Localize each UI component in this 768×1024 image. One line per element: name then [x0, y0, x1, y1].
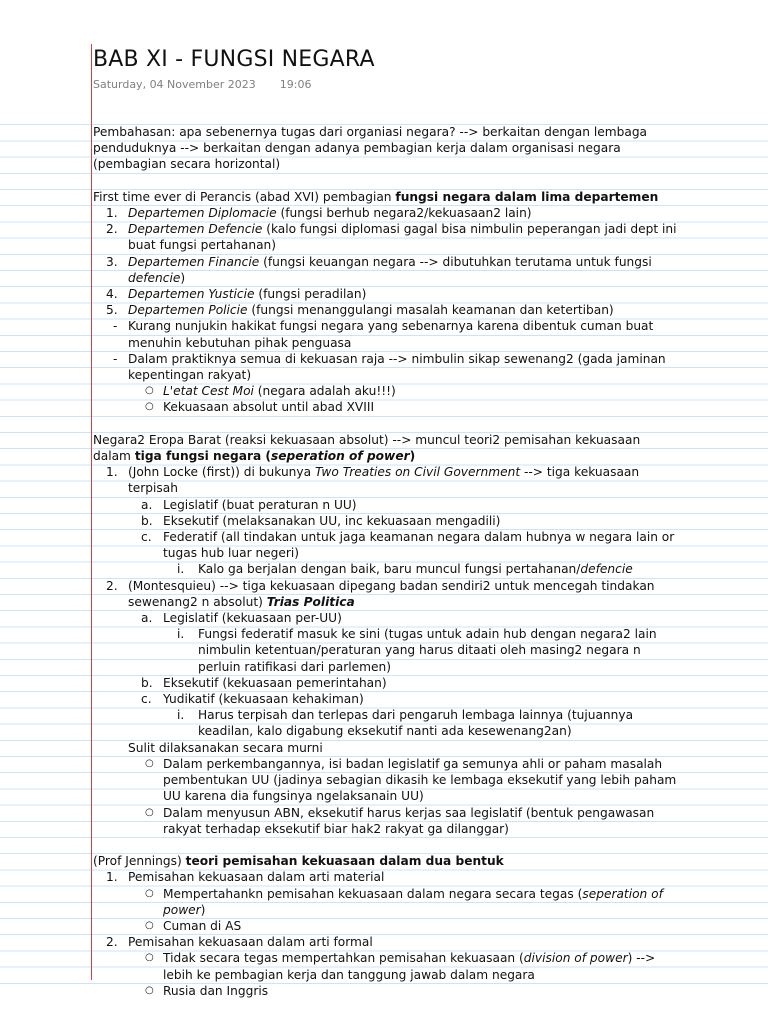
list-item: a. Legislatif (buat peraturan n UU): [141, 497, 357, 512]
page-time: 19:06: [279, 78, 312, 91]
list-item: 4. Departemen Yusticie (fungsi peradilan): [106, 287, 367, 302]
list-item: b. Eksekutif (kekuasaan pemerintahan): [141, 675, 387, 690]
section1-heading: First time ever di Perancis (abad XVI) pembagian fungsi negara dalam lima departemen: [93, 189, 659, 204]
circle-item: ○ Cuman di AS: [145, 918, 242, 933]
dash-item: - Kurang nunjukin hakikat fungsi negara yang sebenarnya karena dibentuk cuman buat menuhin kebutuhan pihak penguasa: [113, 319, 654, 350]
list-item: 1. (John Locke (first)) di bukunya Two Treaties on Civil Government --> tiga kekuasaan terpisah: [106, 465, 640, 496]
note-content[interactable]: [93, 124, 678, 999]
circle-item: ○ Dalam perkembangannya, isi badan legislatif ga semunya ahli or paham masalah pembentukan UU (jadinya sebagian dikasih ke lembaga eksekutif yang lebih paham UU karena dia fungsinya ngelaksanain UU): [145, 756, 677, 804]
section3-heading: (Prof Jennings) teori pemisahan kekuasaan dalam dua bentuk: [93, 854, 504, 869]
list-item: 5. Departemen Policie (fungsi menanggulangi masalah keamanan dan ketertiban): [106, 303, 614, 318]
list-item: a. Legislatif (kekuasaan per-UU): [141, 611, 342, 626]
intro-paragraph: Pembahasan: apa sebenernya tugas dari organiasi negara? --> berkaitan dengan lembaga penduduknya --> berkaitan dengan adanya pembagian kerja dalam organisasi negara (pembagian secara horizontal): [93, 125, 648, 172]
list-item: i. Harus terpisah dan terlepas dari pengaruh lembaga lainnya (tujuannya keadilan, kalo digabung eksekutif nanti ada kesewenang2an): [177, 708, 634, 739]
circle-item: ○ Tidak secara tegas mempertahkan pemisahan kekuasaan (division of power) --> lebih ke pembagian kerja dan tanggung jawab dalam negara: [145, 951, 656, 982]
list-item: b. Eksekutif (melaksanakan UU, inc kekuasaan mengadili): [141, 513, 501, 528]
page-title: BAB XI - FUNGSI NEGARA: [93, 47, 375, 72]
list-item: 1. Departemen Diplomacie (fungsi berhub negara2/kekuasaan2 lain): [106, 206, 532, 220]
circle-item: ○ Kekuasaan absolut until abad XVIII: [145, 400, 375, 415]
circle-item: ○ Rusia dan Inggris: [145, 983, 269, 998]
page-timestamp: [93, 78, 311, 91]
list-item: 2. (Montesquieu) --> tiga kekuasaan dipegang badan sendiri2 untuk mencegah tindakan sewenang2 n absolut) Trias Politica: [106, 578, 655, 609]
list-item: i. Fungsi federatif masuk ke sini (tugas untuk adain hub dengan negara2 lain nimbulin ketentuan/peraturan yang harus ditaati oleh masing2 negara n perluin ratifikasi dari parlemen): [177, 627, 657, 674]
list-item: 1. Pemisahan kekuasaan dalam arti material: [106, 870, 385, 885]
page-date: Saturday, 04 November 2023: [93, 78, 256, 91]
list-item: 2. Pemisahan kekuasaan dalam arti formal: [106, 935, 373, 950]
section2-heading: Negara2 Eropa Barat (reaksi kekuasaan absolut) --> muncul teori2 pemisahan kekuasaan dalam tiga fungsi negara (seperation of power): [93, 432, 641, 464]
circle-item: ○ Mempertahankn pemisahan kekuasaan dalam negara secara tegas (seperation of power): [145, 886, 663, 917]
list-item: c. Federatif (all tindakan untuk jaga keamanan negara dalam hubnya w negara lain or tugas hub luar negeri): [141, 530, 675, 561]
list-item: i. Kalo ga berjalan dengan baik, baru muncul fungsi pertahanan/defencie: [177, 562, 633, 577]
list-item: c. Yudikatif (kekuasaan kehakiman): [141, 692, 364, 707]
sulit-line: Sulit dilaksanakan secara murni: [128, 740, 323, 755]
list-item: 3. Departemen Financie (fungsi keuangan negara --> dibutuhkan terutama untuk fungsi defencie): [106, 254, 652, 285]
circle-item: ○ L'etat Cest Moi (negara adalah aku!!!): [145, 384, 396, 399]
list-item: 2. Departemen Defencie (kalo fungsi diplomasi gagal bisa nimbulin peperangan jadi dept ini buat fungsi pertahanan): [106, 222, 677, 253]
margin-line: [91, 44, 92, 980]
dash-item: - Dalam praktiknya semua di kekuasan raja --> nimbulin sikap sewenang2 (gada jaminan kepentingan rakyat): [113, 351, 666, 383]
circle-item: ○ Dalam menyusun ABN, eksekutif harus kerjas saa legislatif (bentuk pengawasan rakyat terhadap eksekutif biar hak2 rakyat ga dilanggar): [145, 805, 655, 836]
